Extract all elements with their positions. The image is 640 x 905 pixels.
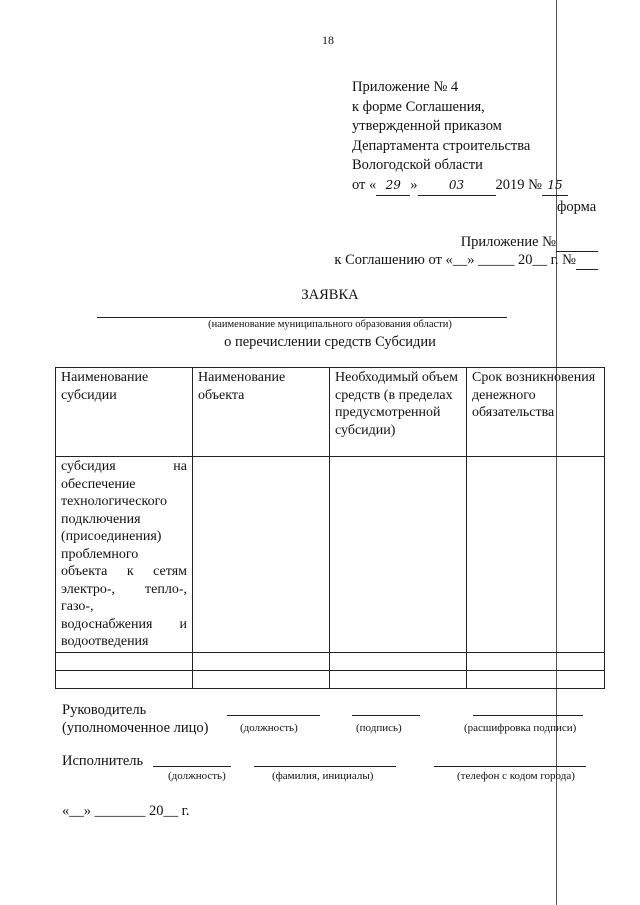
- signature-caption: (подпись): [356, 722, 402, 734]
- municipality-caption: (наименование муниципального образования области): [208, 319, 452, 330]
- cell-term: [467, 457, 605, 653]
- header-object-name: Наименование объекта: [193, 368, 330, 457]
- position-line: [227, 715, 320, 716]
- appendix-header: [352, 78, 568, 196]
- appendix-line-5: Вологодской области: [352, 157, 483, 173]
- decoding-caption: (расшифровка подписи): [464, 722, 577, 734]
- cell-amount: [330, 457, 467, 653]
- municipality-blank-line: [97, 317, 507, 318]
- appendix-line-2: к форме Соглашения,: [352, 98, 485, 115]
- cell-subsidy-description: субсидия на обеспечение технологического подключения (присоединения) проблемного объекта к сетям электро-, тепло-, газо-, водоснабжения и водоотведения: [56, 457, 193, 653]
- head-label-sub: (уполномоченное лицо): [62, 720, 209, 736]
- forma-label: форма: [557, 199, 597, 215]
- table-row-empty: [56, 670, 605, 688]
- date-number: 15: [542, 176, 568, 197]
- date-month: 03: [418, 176, 496, 197]
- table-header-row: [56, 368, 605, 457]
- header-obligation-term: Срок возникновения денежного обязательства: [467, 368, 605, 457]
- header-required-amount: Необходимый объем средств (в пределах предусмотренной субсидии): [330, 368, 467, 457]
- cell-object: [193, 457, 330, 653]
- exec-position-line: [153, 766, 231, 767]
- appendix2-line: [461, 234, 598, 252]
- document-subtitle: о перечислении средств Субсидии: [224, 334, 436, 350]
- decoding-line: [473, 715, 583, 716]
- date-line: «__» _______ 20__ г.: [62, 803, 190, 819]
- exec-name-caption: (фамилия, инициалы): [272, 770, 374, 782]
- appendix-date-line: [352, 176, 568, 197]
- exec-name-line: [254, 766, 396, 767]
- appendix2-blank: [556, 234, 598, 252]
- signature-line: [352, 715, 420, 716]
- head-label: Руководитель: [62, 702, 147, 718]
- appendix-line-1: Приложение № 4: [352, 79, 459, 95]
- subsidy-table: [55, 367, 605, 689]
- header-subsidy-name: Наименование субсидии: [56, 368, 193, 457]
- exec-position-caption: (должность): [168, 770, 226, 782]
- appendix-line-3: утвержденной приказом: [352, 118, 502, 134]
- position-caption: (должность): [240, 722, 298, 734]
- table-row-empty: [56, 652, 605, 670]
- table-row: [56, 457, 605, 653]
- exec-phone-caption: (телефон с кодом города): [457, 770, 575, 782]
- date-year: 2019 №: [495, 176, 542, 193]
- date-prefix: от «: [352, 176, 377, 193]
- document-title: ЗАЯВКА: [301, 287, 359, 303]
- executor-label: Исполнитель: [62, 753, 144, 769]
- date-mid: »: [410, 176, 418, 193]
- date-day: 29: [376, 176, 410, 197]
- exec-phone-line: [434, 766, 586, 767]
- appendix2-ref-text: к Соглашению от «__» _____ 20__ г. №: [334, 252, 576, 268]
- page-number: 18: [322, 33, 334, 47]
- appendix-line-4: Департамента строительства: [352, 137, 531, 154]
- appendix2-text: Приложение №: [460, 234, 556, 250]
- appendix2-ref-blank: [576, 252, 598, 270]
- appendix2-reference: [334, 252, 598, 270]
